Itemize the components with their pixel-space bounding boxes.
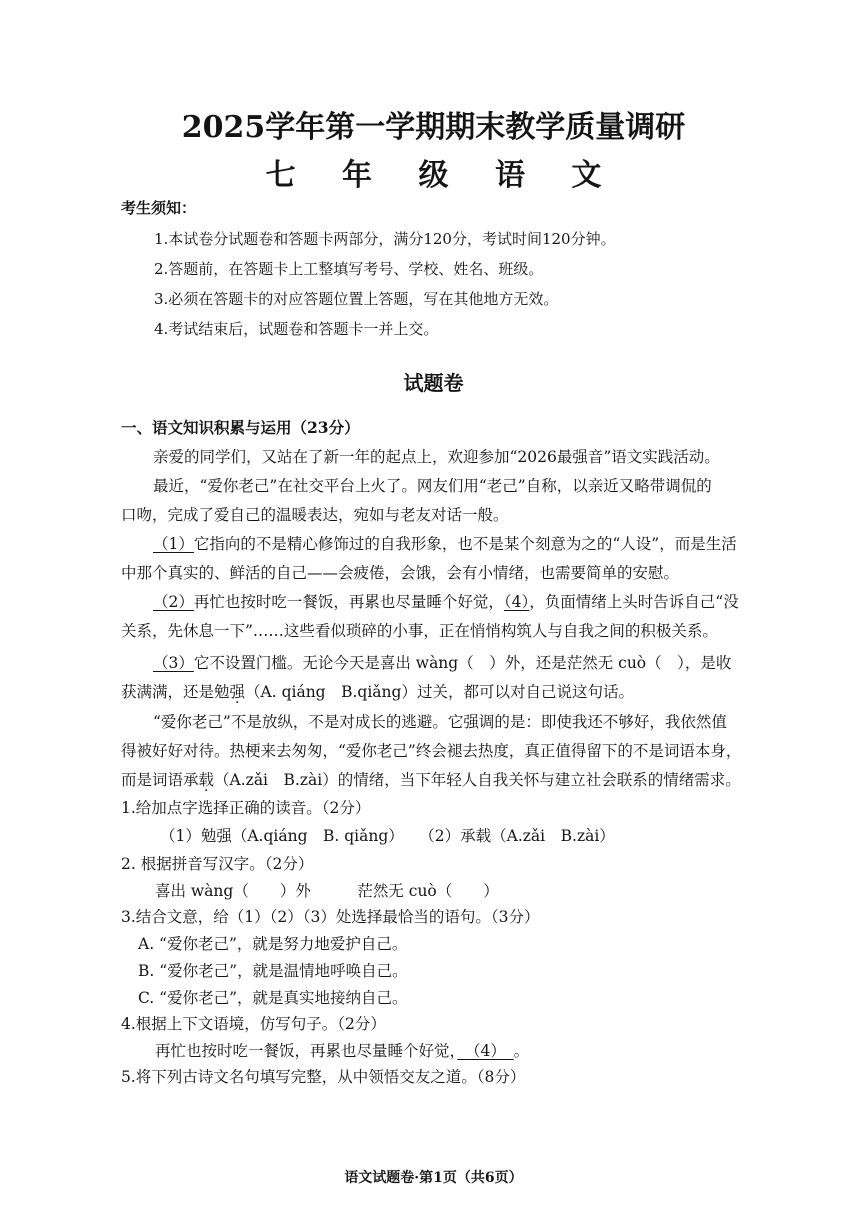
paragraph-line: 得被好好对待。热梗来去匆匆，“爱你老己”终会褪去热度，真正值得留下的不是词语本身， — [121, 742, 742, 760]
paragraph-line: 中那个真实的、鲜活的自己——会疲倦，会饿，会有小情绪，也需要简单的安慰。 — [121, 564, 680, 582]
dotted-char: 强 — [229, 683, 246, 701]
paragraph-text: （A. qiáng B.qiǎng）过关，都可以对自己说这句话。 — [245, 683, 634, 701]
question-1-options: （1）勉强（A.qiáng B. qiǎng） （2）承载（A.zǎi B.zài） — [160, 827, 615, 845]
paragraph-text: 再忙也按时吃一餐饭，再累也尽量睡个好觉， — [193, 593, 504, 611]
question-4: 4.根据上下文语境，仿写句子。（2分） — [121, 1015, 386, 1033]
paragraph-text: 它不设置门槛。无论今天是喜出 wàng（ ）外，还是茫然无 cuò（ ），是收 — [193, 654, 732, 672]
question-2: 2. 根据拼音写汉字。（2分） — [121, 855, 314, 873]
paragraph-text: 获满满，还是勉 — [121, 683, 230, 701]
notice-item-4: 4.考试结束后，试题卷和答题卡一并上交。 — [154, 320, 439, 338]
part1-heading: 一、语文知识积累与运用（23分） — [121, 418, 360, 437]
section-title: 试题卷 — [403, 371, 464, 395]
page-title: 2025学年第一学期期末教学质量调研 — [181, 110, 686, 145]
paragraph-line — [153, 651, 731, 673]
question-2-options: 喜出 wàng（ ）外 茫然无 cuò（ ） — [155, 882, 499, 900]
paragraph-text: 再忙也按时吃一餐饭，再累也尽量睡个好觉， — [155, 1042, 458, 1060]
paragraph-line — [153, 532, 737, 554]
blank-marker-1: （1） — [153, 535, 194, 553]
paragraph-line — [153, 590, 739, 612]
notice-heading: 考生须知： — [121, 199, 197, 217]
paragraph-text: ，负面情绪上头时告诉自己“没 — [529, 593, 739, 611]
blank-marker-4: （4） — [503, 593, 530, 611]
question-3-option-b: B. “爱你老己”，就是温情地呼唤自己。 — [138, 962, 408, 980]
question-4-line — [155, 1039, 529, 1061]
notice-item-1: 1.本试卷分试题卷和答题卡两部分，满分120分，考试时间120分钟。 — [154, 230, 616, 248]
paragraph-line: 关系，先休息一下”……这些看似琐碎的小事，正在悄悄构筑人与自我之间的积极关系。 — [121, 622, 718, 640]
question-1: 1.给加点字选择正确的读音。（2分） — [121, 799, 371, 817]
intro-paragraph: 亲爱的同学们，又站在了新一年的起点上，欢迎参加“2026最强音”语文实践活动。 — [153, 448, 720, 466]
question-5: 5.将下列古诗文名句填写完整，从中领悟交友之道。（8分） — [121, 1068, 526, 1086]
paragraph-text: （A.zǎi B.zài）的情绪，当下年轻人自我关怀与建立社会联系的情绪需求。 — [214, 771, 741, 789]
paragraph-line — [121, 680, 634, 702]
notice-item-2: 2.答题前，在答题卡上工整填写考号、学校、姓名、班级。 — [154, 260, 544, 278]
paragraph-text: 。 — [513, 1042, 530, 1060]
blank-marker-2: （2） — [153, 593, 194, 611]
paragraph-line: “爱你老己”不是放纵，不是对成长的逃避。它强调的是：即使我还不够好，我依然值 — [153, 713, 727, 731]
notice-item-3: 3.必须在答题卡的对应答题位置上答题，写在其他地方无效。 — [154, 290, 559, 308]
page-footer: 语文试题卷·第1页（共6页） — [344, 1170, 523, 1186]
paragraph-text: 它指向的不是精心修饰过的自我形象，也不是某个刻意为之的“人设”，而是生活 — [193, 535, 737, 553]
paragraph-line: 最近，“爱你老己”在社交平台上火了。网友们用“老己”自称，以亲近又略带调侃的 — [153, 477, 712, 495]
question-3-option-a: A. “爱你老己”，就是努力地爱护自己。 — [138, 935, 408, 953]
dotted-char: 载 — [198, 771, 215, 789]
paragraph-line: 口吻，完成了爱自己的温暖表达，宛如与老友对话一般。 — [121, 506, 509, 524]
answer-blank-4: （4） — [457, 1042, 514, 1060]
paragraph-line — [121, 768, 741, 790]
page-subtitle: 七 年 级 语 文 — [265, 158, 620, 193]
question-3: 3.结合文意，给（1）（2）（3）处选择最恰当的语句。（3分） — [121, 908, 540, 926]
question-3-option-c: C. “爱你老己”，就是真实地接纳自己。 — [138, 989, 408, 1007]
paragraph-text: 而是词语承 — [121, 771, 199, 789]
blank-marker-3: （3） — [153, 654, 194, 672]
